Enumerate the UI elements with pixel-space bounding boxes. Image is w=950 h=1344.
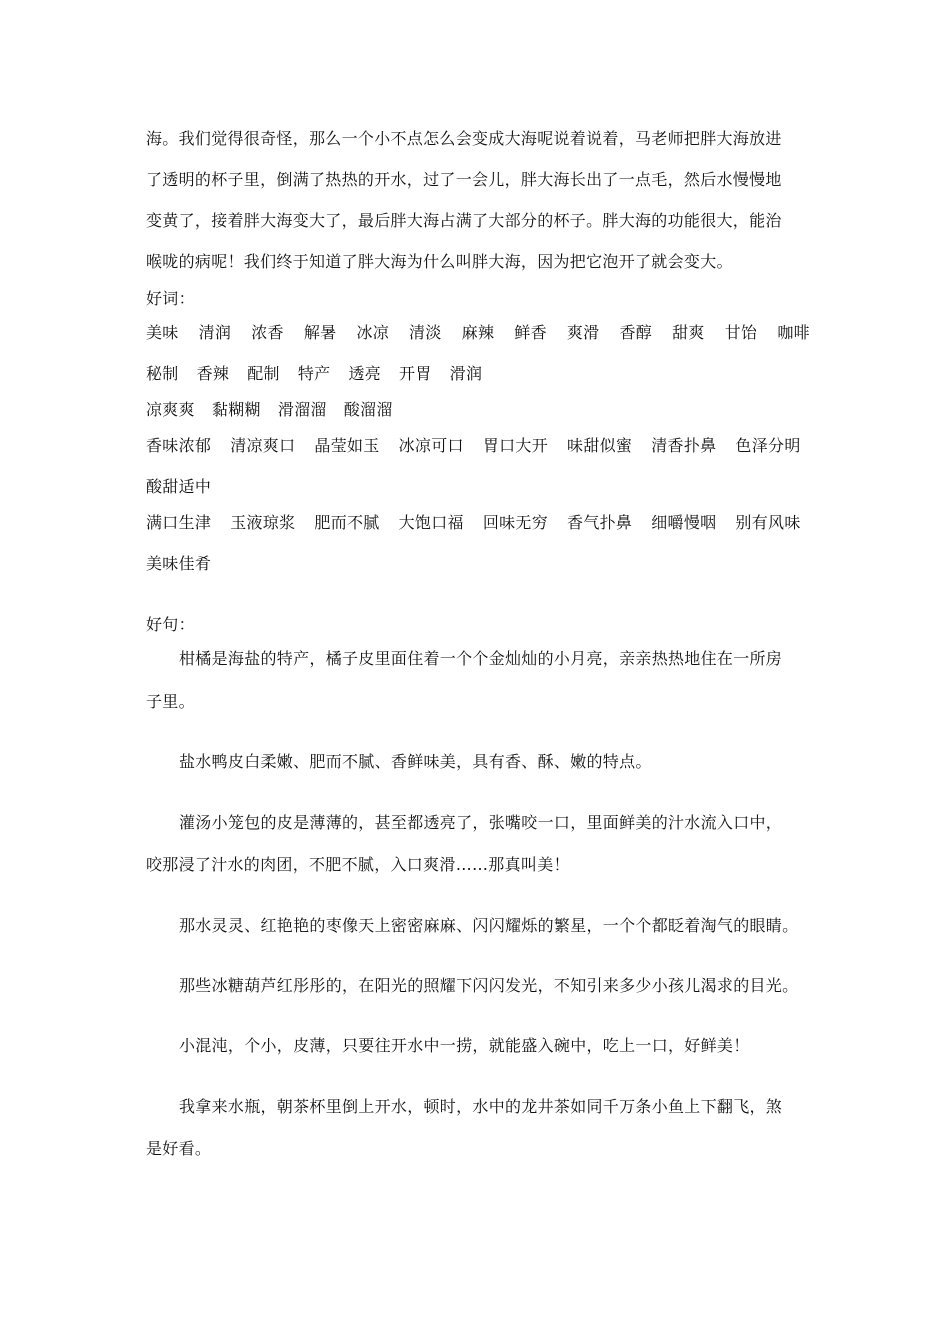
word-item: 香醇 xyxy=(619,323,653,342)
intro-line: 海。我们觉得很奇怪，那么一个小不点怎么会变成大海呢说着说着，马老师把胖大海放进 xyxy=(146,129,782,148)
sentence-line: 那些冰糖葫芦红彤彤的，在阳光的照耀下闪闪发光，不知引来多少小孩儿渴求的目光。 xyxy=(179,976,799,995)
sentence-line: 灌汤小笼包的皮是薄薄的，甚至都透亮了，张嘴咬一口，里面鲜美的汁水流入口中， xyxy=(179,813,783,832)
intro-line: 变黄了，接着胖大海变大了，最后胖大海占满了大部分的杯子。胖大海的功能很大，能治 xyxy=(146,211,782,230)
word-item: 别有风味 xyxy=(735,513,801,532)
word-item: 黏糊糊 xyxy=(211,400,261,419)
word-item: 酸溜溜 xyxy=(343,400,393,419)
word-item: 开胃 xyxy=(399,364,432,383)
word-item: 滑溜溜 xyxy=(277,400,327,419)
sentence-line: 那水灵灵、红艳艳的枣像天上密密麻麻、闪闪耀烁的繁星，一个个都眨着淘气的眼睛。 xyxy=(179,916,799,935)
good-sentences-label: 好句： xyxy=(146,615,195,634)
word-item: 爽滑 xyxy=(566,323,600,342)
word-item: 透亮 xyxy=(348,364,382,383)
word-item: 滑润 xyxy=(449,364,483,383)
word-row-2 xyxy=(146,362,482,386)
word-item: 浓香 xyxy=(251,323,284,342)
word-item: 晶莹如玉 xyxy=(314,436,380,455)
word-item: 冰凉 xyxy=(356,323,390,342)
sentence-line: 是好看。 xyxy=(146,1139,212,1158)
word-item: 香气扑鼻 xyxy=(567,513,633,532)
word-item: 清润 xyxy=(198,323,232,342)
word-item: 鲜香 xyxy=(514,323,547,342)
word-item: 美味佳肴 xyxy=(146,554,212,573)
sentence-line: 柑橘是海盐的特产，橘子皮里面住着一个个金灿灿的小月亮，亲亲热热地住在一所房 xyxy=(179,649,783,668)
word-item: 冰凉可口 xyxy=(398,436,464,455)
intro-line: 了透明的杯子里，倒满了热热的开水，过了一会儿，胖大海长出了一点毛，然后水慢慢地 xyxy=(146,170,782,189)
word-item: 满口生津 xyxy=(146,513,212,532)
word-item: 清淡 xyxy=(409,323,442,342)
word-item: 美味 xyxy=(146,323,179,342)
intro-line: 喉咙的病呢！我们终于知道了胖大海为什么叫胖大海，因为把它泡开了就会变大。 xyxy=(146,252,733,271)
word-item: 甘饴 xyxy=(724,323,758,342)
word-item: 色泽分明 xyxy=(735,436,801,455)
word-item: 香味浓郁 xyxy=(146,436,212,455)
word-item: 味甜似蜜 xyxy=(567,436,633,455)
sentence-line: 小混沌，个小，皮薄，只要往开水中一捞，就能盛入碗中，吃上一口，好鲜美！ xyxy=(179,1036,750,1055)
word-item: 香辣 xyxy=(196,364,230,383)
word-row-7 xyxy=(146,552,211,576)
word-item: 大饱口福 xyxy=(398,513,464,532)
word-item: 秘制 xyxy=(146,364,179,383)
word-row-6 xyxy=(146,511,801,535)
word-item: 细嚼慢咽 xyxy=(651,513,717,532)
word-item: 凉爽爽 xyxy=(146,400,195,419)
word-item: 酸甜适中 xyxy=(146,477,212,496)
sentence-line: 我拿来水瓶，朝茶杯里倒上开水，顿时，水中的龙井茶如同千万条小鱼上下翻飞，煞 xyxy=(179,1097,783,1116)
word-item: 配制 xyxy=(247,364,280,383)
word-item: 清香扑鼻 xyxy=(651,436,717,455)
sentence-line: 咬那浸了汁水的肉团，不肥不腻，入口爽滑……那真叫美！ xyxy=(146,855,570,874)
word-item: 解暑 xyxy=(303,323,337,342)
sentence-line: 子里。 xyxy=(146,692,195,711)
word-row-3 xyxy=(146,398,393,422)
word-row-4 xyxy=(146,434,801,458)
word-row-5 xyxy=(146,475,211,499)
word-item: 肥而不腻 xyxy=(314,513,380,532)
word-item: 玉液琼浆 xyxy=(230,513,296,532)
word-item: 回味无穷 xyxy=(482,513,549,532)
sentence-line: 盐水鸭皮白柔嫩、肥而不腻、香鲜味美，具有香、酥、嫩的特点。 xyxy=(179,752,652,771)
word-item: 甜爽 xyxy=(672,323,705,342)
word-item: 咖啡 xyxy=(777,323,810,342)
good-words-label: 好词： xyxy=(146,289,195,308)
word-item: 特产 xyxy=(297,364,331,383)
word-item: 麻辣 xyxy=(461,323,495,342)
word-row-1 xyxy=(146,321,810,345)
word-item: 胃口大开 xyxy=(482,436,549,455)
word-item: 清凉爽口 xyxy=(230,436,296,455)
